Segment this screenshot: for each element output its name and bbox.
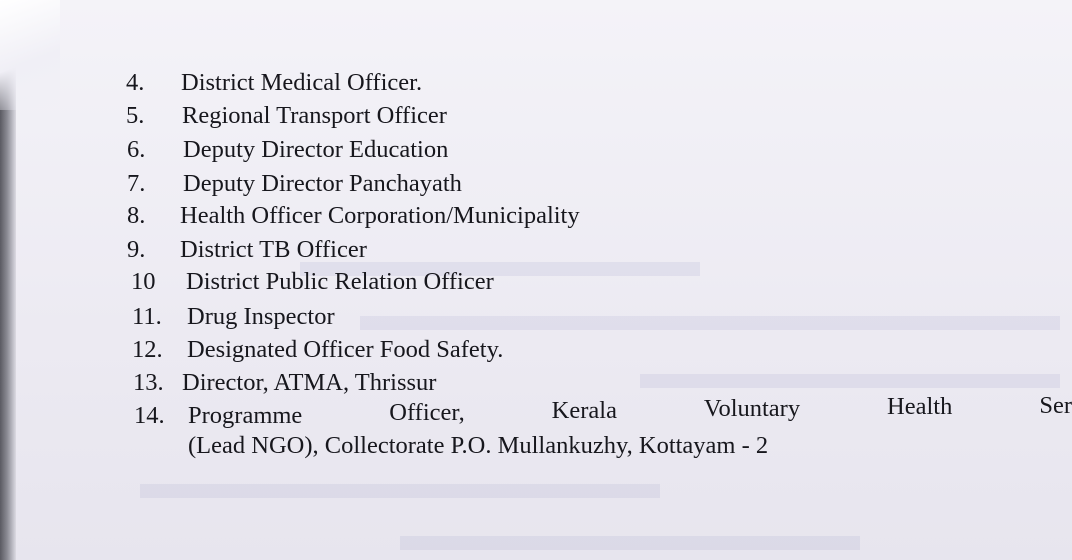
word: Programme bbox=[188, 402, 303, 429]
list-number: 9. bbox=[127, 236, 146, 263]
bleed-through-mark bbox=[640, 374, 1060, 388]
list-text: Regional Transport Officer bbox=[182, 102, 447, 129]
word: Health bbox=[887, 393, 953, 420]
list-number: 7. bbox=[127, 170, 146, 197]
list-text: Health Officer Corporation/Municipality bbox=[180, 202, 580, 229]
bleed-through-mark bbox=[400, 536, 860, 550]
list-number: 4. bbox=[126, 69, 145, 96]
list-text: District TB Officer bbox=[180, 236, 367, 263]
word: Kerala bbox=[551, 397, 617, 424]
list-text: Deputy Director Panchayath bbox=[183, 170, 462, 197]
list-number: 5. bbox=[126, 102, 145, 129]
list-text-line2: (Lead NGO), Collectorate P.O. Mullankuzhy, Kottayam - 2 bbox=[188, 432, 769, 459]
list-text: Designated Officer Food Safety. bbox=[187, 336, 504, 363]
justified-line bbox=[188, 394, 1072, 429]
list-number: 10 bbox=[131, 268, 156, 295]
word: Officer, bbox=[389, 399, 465, 426]
bleed-through-mark bbox=[140, 484, 660, 498]
word: Voluntary bbox=[703, 395, 801, 422]
page-fold bbox=[0, 0, 60, 110]
list-number: 11. bbox=[132, 303, 162, 330]
list-number: 14. bbox=[134, 402, 165, 429]
word: Ser bbox=[1039, 392, 1072, 419]
list-text: Drug Inspector bbox=[187, 303, 335, 330]
list-text: District Public Relation Officer bbox=[186, 268, 494, 295]
list-number: 13. bbox=[133, 369, 164, 396]
list-text: Director, ATMA, Thrissur bbox=[182, 369, 437, 396]
list-number: 8. bbox=[127, 202, 146, 229]
list-number: 12. bbox=[132, 336, 163, 363]
list-text: District Medical Officer. bbox=[181, 69, 423, 96]
list-text: Deputy Director Education bbox=[183, 136, 449, 163]
list-number: 6. bbox=[127, 136, 146, 163]
bleed-through-mark bbox=[360, 316, 1060, 330]
